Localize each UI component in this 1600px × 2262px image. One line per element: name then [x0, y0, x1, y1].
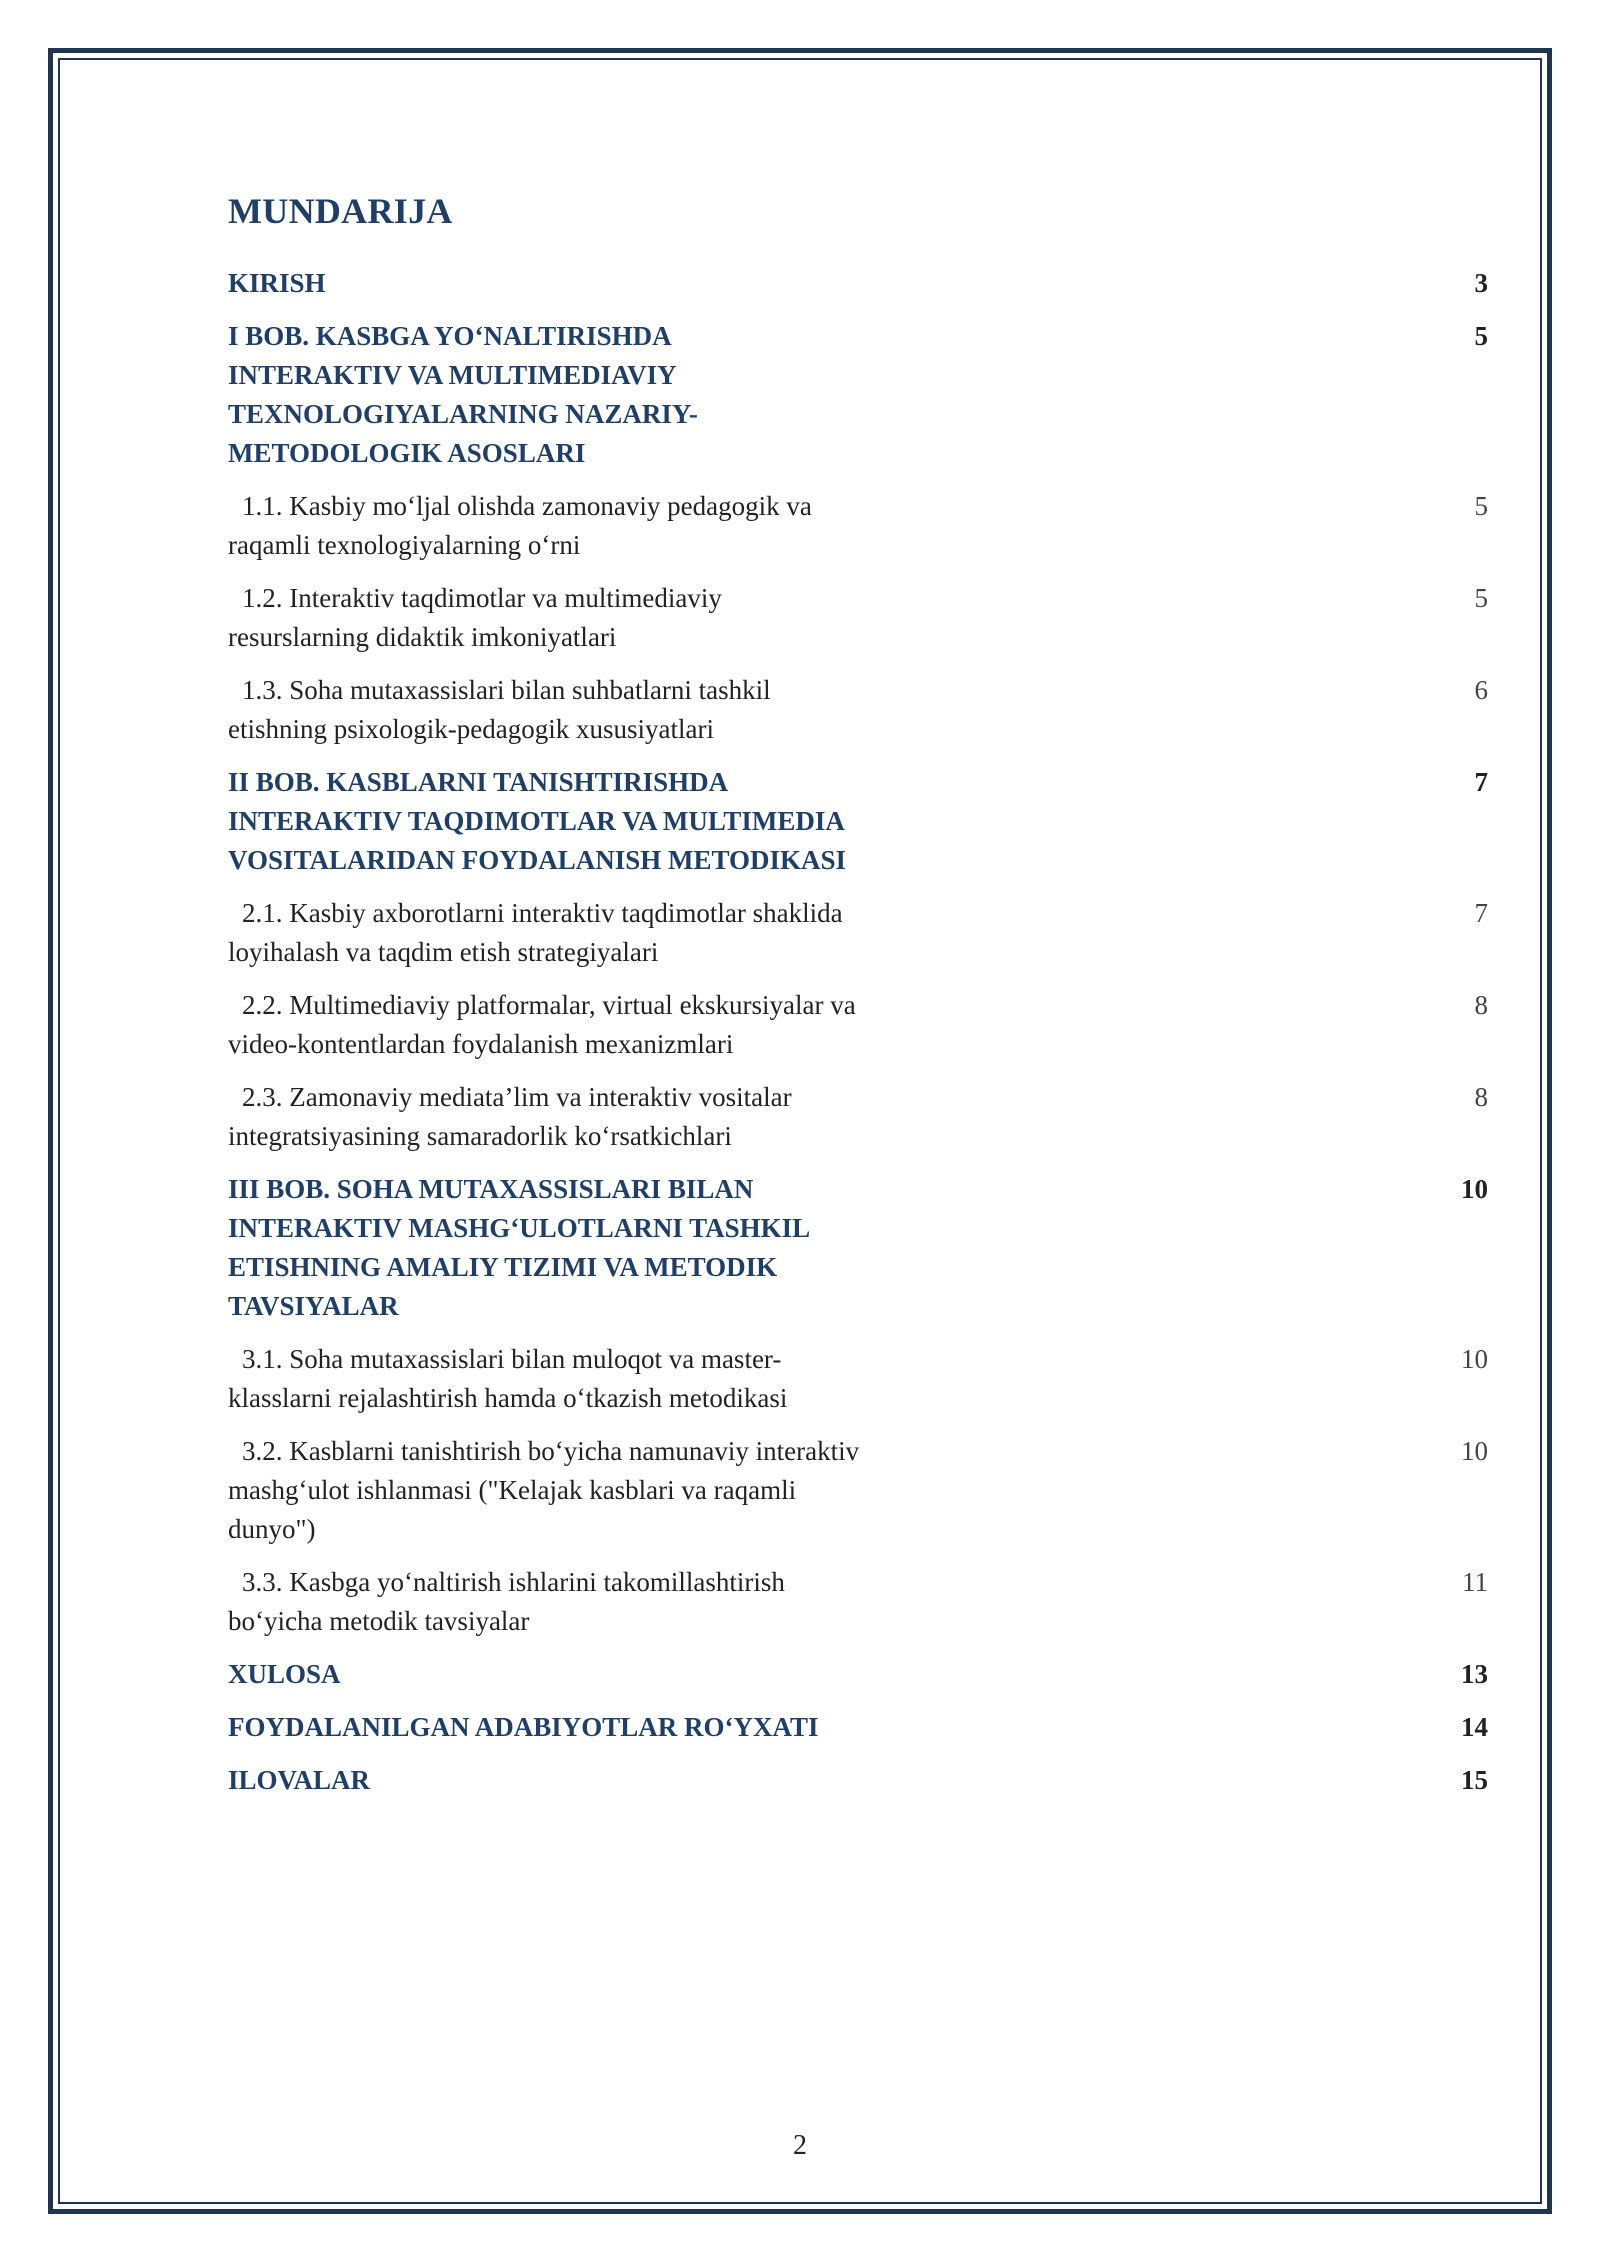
- toc-entry-title: FOYDALANILGAN ADABIYOTLAR RO‘YXATI: [228, 1712, 819, 1742]
- toc-entry-section-2-2[interactable]: [228, 986, 1488, 1064]
- toc-entry-page: 5: [1474, 491, 1488, 521]
- toc-entry-section-2-3[interactable]: [228, 1078, 1488, 1156]
- toc-entry-title: KIRISH: [228, 268, 326, 298]
- toc-entry-kirish[interactable]: [228, 264, 1488, 303]
- toc-entry-title: 1.2. Interaktiv taqdimotlar va multimediaviy resurslarning didaktik imkoniyatlari: [228, 583, 722, 652]
- toc-entry-title: 2.1. Kasbiy axborotlarni interaktiv taqdimotlar shaklida loyihalash va taqdim etish strategiyalari: [228, 898, 843, 967]
- toc-entry-title: 1.1. Kasbiy mo‘ljal olishda zamonaviy pedagogik va raqamli texnologiyalarning o‘rni: [228, 491, 812, 560]
- toc-entry-title: 3.2. Kasblarni tanishtirish bo‘yicha namunaviy interaktiv mashg‘ulot ishlanmasi ("Kelajak kasblari va raqamli dunyo"): [228, 1436, 860, 1544]
- toc-entry-page: 5: [1474, 583, 1488, 613]
- toc-entry-page: 15: [1461, 1765, 1488, 1795]
- toc-entry-section-3-1[interactable]: [228, 1340, 1488, 1418]
- toc-entry-section-2-1[interactable]: [228, 894, 1488, 972]
- toc-entry-title: III BOB. SOHA MUTAXASSISLARI BILAN INTERAKTIV MASHG‘ULOTLARNI TASHKIL ETISHNING AMALIY TIZIMI VA METODIK TAVSIYALAR: [228, 1174, 809, 1321]
- page-title: MUNDARIJA: [228, 191, 453, 231]
- toc-entry-title: ILOVALAR: [228, 1765, 371, 1795]
- toc-entry-chapter-3[interactable]: [228, 1170, 1488, 1326]
- toc-entry-title: 3.1. Soha mutaxassislari bilan muloqot va master-klasslarni rejalashtirish hamda o‘tkazish metodikasi: [228, 1344, 788, 1413]
- toc-entry-bibliography[interactable]: [228, 1708, 1488, 1747]
- page-number: 2: [793, 2130, 807, 2161]
- toc-entry-title: 2.2. Multimediaviy platformalar, virtual ekskursiyalar va video-kontentlardan foydalanish mexanizmlari: [228, 990, 856, 1059]
- toc-entry-page: 5: [1474, 321, 1488, 351]
- toc-entry-page: 10: [1461, 1344, 1488, 1374]
- toc-entry-title: 3.3. Kasbga yo‘naltirish ishlarini takomillashtirish bo‘yicha metodik tavsiyalar: [228, 1567, 785, 1636]
- toc-entry-page: 14: [1461, 1712, 1488, 1742]
- toc-entry-title: I BOB. KASBGA YO‘NALTIRISHDA INTERAKTIV VA MULTIMEDIAVIY TEXNOLOGIYALARNING NAZARIY-METODOLOGIK ASOSLARI: [228, 321, 698, 468]
- toc-entry-title: II BOB. KASBLARNI TANISHTIRISHDA INTERAKTIV TAQDIMOTLAR VA MULTIMEDIA VOSITALARIDAN FOYDALANISH METODIKASI: [228, 767, 847, 875]
- toc-entry-title: 2.3. Zamonaviy mediata’lim va interaktiv vositalar integratsiyasining samaradorlik ko‘rsatkichlari: [228, 1082, 792, 1151]
- toc-entry-title: 1.3. Soha mutaxassislari bilan suhbatlarni tashkil etishning psixologik-pedagogik xususiyatlari: [228, 675, 771, 744]
- toc-entry-page: 7: [1474, 898, 1488, 928]
- toc-entry-page: 8: [1474, 990, 1488, 1020]
- page-content: [228, 190, 1488, 1814]
- toc-entry-page: 13: [1461, 1659, 1488, 1689]
- toc-entry-section-3-2[interactable]: [228, 1432, 1488, 1549]
- table-of-contents: [228, 264, 1488, 1800]
- toc-entry-chapter-2[interactable]: [228, 763, 1488, 880]
- toc-entry-page: 11: [1462, 1567, 1488, 1597]
- toc-entry-page: 7: [1474, 767, 1488, 797]
- toc-entry-page: 10: [1461, 1174, 1488, 1204]
- toc-entry-page: 3: [1474, 268, 1488, 298]
- toc-entry-chapter-1[interactable]: [228, 317, 1488, 473]
- toc-entry-section-1-1[interactable]: [228, 487, 1488, 565]
- toc-entry-section-1-3[interactable]: [228, 671, 1488, 749]
- toc-entry-page: 8: [1474, 1082, 1488, 1112]
- toc-entry-section-1-2[interactable]: [228, 579, 1488, 657]
- toc-entry-appendices[interactable]: [228, 1761, 1488, 1800]
- toc-entry-title: XULOSA: [228, 1659, 341, 1689]
- toc-entry-section-3-3[interactable]: [228, 1563, 1488, 1641]
- toc-entry-page: 10: [1461, 1436, 1488, 1466]
- toc-entry-page: 6: [1474, 675, 1488, 705]
- toc-entry-xulosa[interactable]: [228, 1655, 1488, 1694]
